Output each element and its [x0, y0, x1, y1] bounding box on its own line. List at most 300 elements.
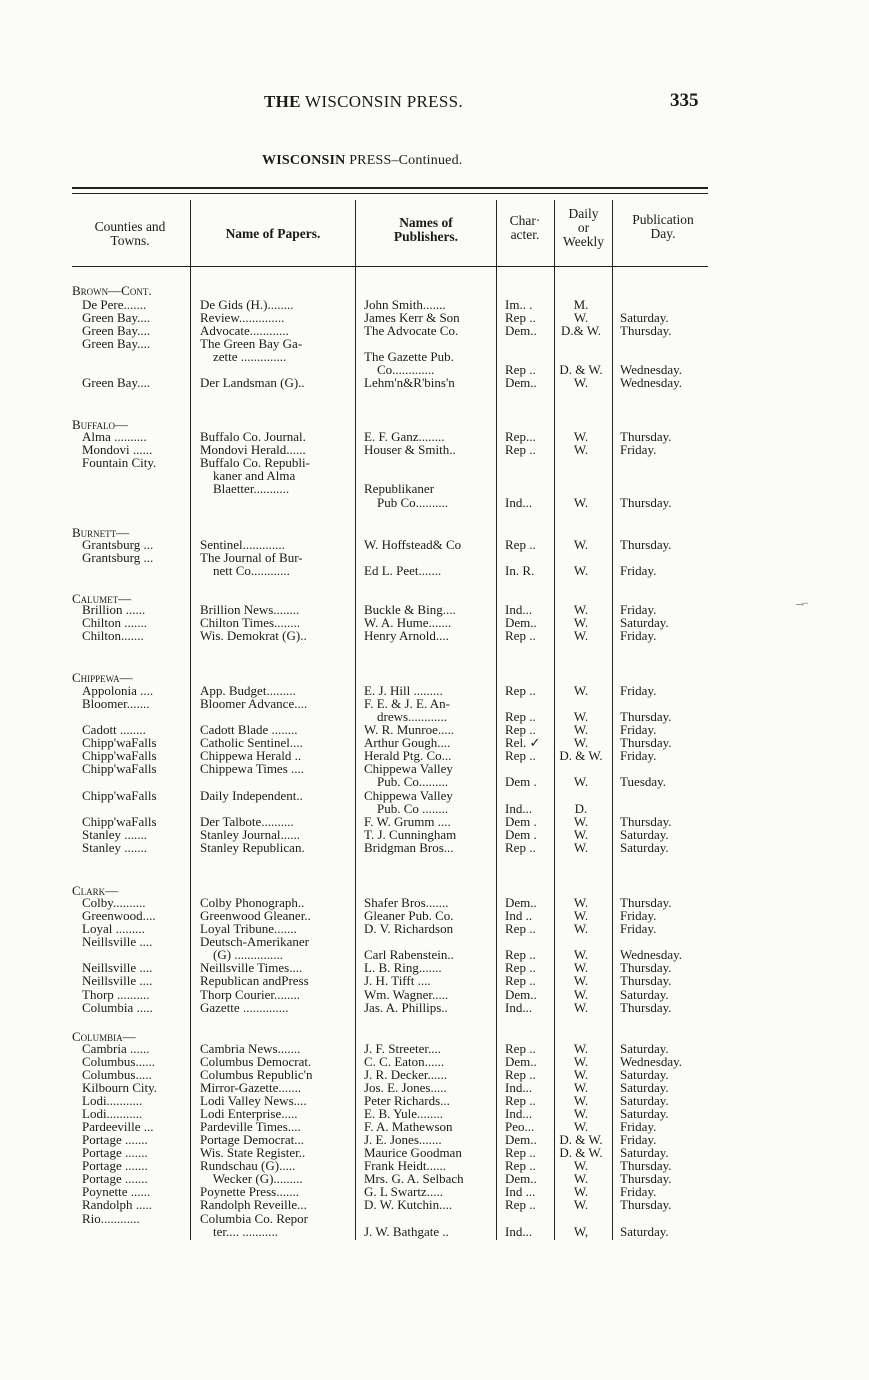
day-cell: Friday.	[620, 1119, 657, 1134]
town-cell: Neillsville ....	[82, 960, 153, 975]
character-cell: Dem..	[505, 987, 537, 1002]
day-cell: Friday.	[620, 921, 657, 936]
paper-cell: The Journal of Bur-	[200, 550, 303, 565]
town-cell: Portage .......	[82, 1158, 148, 1173]
town-cell: Chilton.......	[82, 628, 144, 643]
publisher-cell: James Kerr & Son	[364, 310, 460, 325]
table-title-rest: PRESS–Continued.	[345, 153, 463, 168]
character-cell: Rep ..	[505, 310, 536, 325]
publisher-cell: Pub Co..........	[364, 495, 449, 510]
publisher-cell: E. B. Yule........	[364, 1106, 443, 1121]
paper-cell: Randolph Reveille...	[200, 1197, 307, 1212]
character-cell: Dem .	[505, 814, 537, 829]
paper-cell: Wis. Demokrat (G)..	[200, 628, 307, 643]
publisher-cell: Co.............	[364, 362, 435, 377]
paper-cell: Republican andPress	[200, 973, 309, 988]
character-cell: Rep ..	[505, 722, 536, 737]
paper-cell: Chippewa Times ....	[200, 761, 305, 776]
paper-cell: Buffalo Co. Journal.	[200, 429, 306, 444]
column-divider-2	[355, 200, 356, 1240]
publisher-cell: D. V. Richardson	[364, 921, 454, 936]
paper-cell: Bloomer Advance....	[200, 696, 308, 711]
character-cell: Dem..	[505, 375, 537, 390]
day-cell: Thursday.	[620, 973, 672, 988]
frequency-cell: D. & W.	[559, 1132, 603, 1147]
publisher-cell: J. E. Jones.......	[364, 1132, 442, 1147]
character-cell: Dem..	[505, 1132, 537, 1147]
day-cell: Friday.	[620, 1132, 657, 1147]
frequency-cell: W.	[573, 563, 589, 578]
paper-cell: Lodi Valley News....	[200, 1093, 307, 1108]
paper-cell: Thorp Courier........	[200, 987, 301, 1002]
county-heading: Buffalo—	[72, 417, 129, 432]
day-cell: Saturday.	[620, 1080, 669, 1095]
day-cell: Thursday.	[620, 323, 672, 338]
column-divider-3	[496, 200, 497, 1240]
character-cell: Rep ..	[505, 537, 536, 552]
county-heading: Calumet—	[72, 591, 132, 606]
day-cell: Friday.	[620, 563, 657, 578]
paper-cell: De Gids (H.)........	[200, 297, 294, 312]
town-cell: Green Bay....	[82, 375, 151, 390]
day-cell: Friday.	[620, 442, 657, 457]
publisher-cell: J. F. Streeter....	[364, 1041, 441, 1056]
character-cell: Ind ..	[505, 908, 533, 923]
day-cell: Saturday.	[620, 1224, 669, 1239]
header-papers: Name of Papers.	[225, 226, 321, 241]
town-cell: Cadott ........	[82, 722, 146, 737]
character-cell: Dem .	[505, 827, 537, 842]
publisher-cell: Peter Richards...	[364, 1093, 450, 1108]
top-rule-thin	[72, 193, 708, 194]
town-cell: Portage .......	[82, 1145, 148, 1160]
paper-cell: Review..............	[200, 310, 285, 325]
publisher-cell: W. Hoffstead& Co	[364, 537, 462, 552]
paper-cell: Columbia Co. Repor	[200, 1211, 308, 1226]
header-character: Char· acter.	[509, 213, 541, 242]
publisher-cell: W. A. Hume.......	[364, 615, 452, 630]
character-cell: Rep ..	[505, 1067, 536, 1082]
day-cell: Saturday.	[620, 987, 669, 1002]
frequency-cell: W.	[573, 709, 589, 724]
town-cell: Green Bay....	[82, 310, 151, 325]
paper-cell: Pardeville Times....	[200, 1119, 301, 1134]
paper-cell: Cambria News.......	[200, 1041, 301, 1056]
paper-cell: Colby Phonograph..	[200, 895, 305, 910]
paper-cell: Buffalo Co. Republi-	[200, 455, 310, 470]
day-cell: Saturday.	[620, 1041, 669, 1056]
day-cell: Wednesday.	[620, 362, 683, 377]
frequency-cell: W.	[573, 1000, 589, 1015]
town-cell: Chipp'waFalls	[82, 788, 157, 803]
character-cell: Ind...	[505, 1080, 533, 1095]
publisher-cell: Chippewa Valley	[364, 788, 453, 803]
frequency-cell: W.	[573, 602, 589, 617]
town-cell: Greenwood....	[82, 908, 156, 923]
paper-cell: Deutsch-Amerikaner	[200, 934, 310, 949]
header-publishers: Names of Publishers.	[393, 215, 459, 244]
frequency-cell: D. & W.	[559, 748, 603, 763]
day-cell: Friday.	[620, 1184, 657, 1199]
character-cell: Im.. .	[505, 297, 533, 312]
town-cell: Chipp'waFalls	[82, 761, 157, 776]
day-cell: Thursday.	[620, 895, 672, 910]
frequency-cell: W.	[573, 1158, 589, 1173]
day-cell: Thursday.	[620, 709, 672, 724]
day-cell: Thursday.	[620, 1197, 672, 1212]
day-cell: Saturday.	[620, 1106, 669, 1121]
town-cell: Thorp ..........	[82, 987, 150, 1002]
frequency-cell: W.	[573, 1106, 589, 1121]
publisher-cell: D. W. Kutchin....	[364, 1197, 453, 1212]
day-cell: Saturday.	[620, 310, 669, 325]
county-heading: Brown—Cont.	[72, 283, 152, 298]
publisher-cell: Chippewa Valley	[364, 761, 453, 776]
character-cell: Ind...	[505, 1224, 533, 1239]
frequency-cell: W.	[573, 495, 589, 510]
frequency-cell: W.	[573, 895, 589, 910]
publisher-cell: Republikaner	[364, 481, 435, 496]
county-heading: Chippewa—	[72, 670, 133, 685]
paper-cell: Greenwood Gleaner..	[200, 908, 311, 923]
paper-cell: Cadott Blade ........	[200, 722, 298, 737]
page-number: 335	[670, 90, 699, 111]
day-cell: Thursday.	[620, 1158, 672, 1173]
paper-cell: Lodi Enterprise.....	[200, 1106, 298, 1121]
publisher-cell: E. F. Ganz........	[364, 429, 445, 444]
character-cell: Ind...	[505, 1000, 533, 1015]
character-cell: Dem .	[505, 774, 537, 789]
paper-cell: Sentinel.............	[200, 537, 285, 552]
frequency-cell: W.	[573, 1041, 589, 1056]
town-cell: Lodi...........	[82, 1106, 143, 1121]
character-cell: Rep ..	[505, 709, 536, 724]
publisher-cell: J. W. Bathgate ..	[364, 1224, 449, 1239]
publisher-cell: The Advocate Co.	[364, 323, 459, 338]
character-cell: Ind...	[505, 801, 533, 816]
frequency-cell: M.	[573, 297, 589, 312]
publisher-cell: Pub. Co.........	[364, 774, 449, 789]
frequency-cell: W.	[573, 947, 589, 962]
town-cell: Stanley .......	[82, 840, 147, 855]
frequency-cell: W.	[573, 908, 589, 923]
town-cell: Poynette ......	[82, 1184, 151, 1199]
publisher-cell: Jas. A. Phillips..	[364, 1000, 448, 1015]
table-title	[262, 153, 462, 169]
paper-cell: Blaetter...........	[200, 481, 290, 496]
paper-cell: App. Budget.........	[200, 683, 296, 698]
paper-cell: ter.... ...........	[200, 1224, 278, 1239]
day-cell: Saturday.	[620, 1093, 669, 1108]
frequency-cell: D. & W.	[559, 1145, 603, 1160]
running-head-rest: WISCONSIN PRESS.	[300, 92, 463, 111]
town-cell: De Pere.......	[82, 297, 147, 312]
day-cell: Wednesday.	[620, 375, 683, 390]
frequency-cell: W.	[573, 1054, 589, 1069]
character-cell: Rep ..	[505, 960, 536, 975]
paper-cell: Chilton Times........	[200, 615, 301, 630]
town-cell: Kilbourn City.	[82, 1080, 157, 1095]
frequency-cell: W.	[573, 827, 589, 842]
character-cell: Rep ..	[505, 683, 536, 698]
publisher-cell: J. H. Tifft ....	[364, 973, 431, 988]
publisher-cell: Maurice Goodman	[364, 1145, 462, 1160]
character-cell: Peo...	[505, 1119, 535, 1134]
day-cell: Thursday.	[620, 1000, 672, 1015]
frequency-cell: W.	[573, 683, 589, 698]
publisher-cell: L. B. Ring.......	[364, 960, 442, 975]
frequency-cell: W.	[573, 774, 589, 789]
day-cell: Saturday.	[620, 1067, 669, 1082]
character-cell: Rep ..	[505, 1158, 536, 1173]
header-publication-day: Publication Day.	[632, 212, 694, 241]
table-title-bold: WISCONSIN	[262, 153, 346, 168]
frequency-cell: W.	[573, 987, 589, 1002]
town-cell: Neillsville ....	[82, 934, 153, 949]
paper-cell: Mirror-Gazette.......	[200, 1080, 302, 1095]
town-cell: Bloomer.......	[82, 696, 150, 711]
frequency-cell: W.	[573, 814, 589, 829]
character-cell: Rep ..	[505, 748, 536, 763]
character-cell: Dem..	[505, 615, 537, 630]
day-cell: Wednesday.	[620, 947, 683, 962]
frequency-cell: W.	[573, 1184, 589, 1199]
frequency-cell: W,	[573, 1224, 589, 1239]
publisher-cell: Herald Ptg. Co...	[364, 748, 452, 763]
publisher-cell: Carl Rabenstein..	[364, 947, 454, 962]
column-divider-5	[612, 200, 613, 1240]
paper-cell: Wecker (G).........	[200, 1171, 303, 1186]
publisher-cell: Lehm'n&R'bins'n	[364, 375, 455, 390]
day-cell: Saturday.	[620, 1145, 669, 1160]
town-cell: Pardeeville ...	[82, 1119, 154, 1134]
margin-mark: –⌐	[796, 596, 809, 610]
town-cell: Green Bay....	[82, 336, 151, 351]
town-cell: Alma ..........	[82, 429, 147, 444]
paper-cell: Rundschau (G).....	[200, 1158, 296, 1173]
publisher-cell: Henry Arnold....	[364, 628, 449, 643]
day-cell: Wednesday.	[620, 1054, 683, 1069]
publisher-cell: F. E. & J. E. An-	[364, 696, 450, 711]
paper-cell: Portage Democrat...	[200, 1132, 304, 1147]
paper-cell: Wis. State Register..	[200, 1145, 306, 1160]
header-daily-weekly: Daily or Weekly	[563, 206, 604, 249]
town-cell: Appolonia ....	[82, 683, 154, 698]
publisher-cell: The Gazette Pub.	[364, 349, 454, 364]
publisher-cell: Gleaner Pub. Co.	[364, 908, 454, 923]
town-cell: Lodi...........	[82, 1093, 143, 1108]
town-cell: Green Bay....	[82, 323, 151, 338]
town-cell: Fountain City.	[82, 455, 157, 470]
character-cell: Rep ..	[505, 1093, 536, 1108]
day-cell: Friday.	[620, 722, 657, 737]
publisher-cell: C. C. Eaton......	[364, 1054, 445, 1069]
frequency-cell: W.	[573, 429, 589, 444]
paper-cell: Der Talbote..........	[200, 814, 294, 829]
character-cell: Rep ..	[505, 973, 536, 988]
frequency-cell: D.& W.	[560, 323, 602, 338]
paper-cell: kaner and Alma	[200, 468, 296, 483]
character-cell: Rep ..	[505, 442, 536, 457]
character-cell: Rep ..	[505, 362, 536, 377]
frequency-cell: W.	[573, 960, 589, 975]
paper-cell: Neillsville Times....	[200, 960, 303, 975]
top-rule-thick	[72, 187, 708, 189]
character-cell: Ind ...	[505, 1184, 536, 1199]
publisher-cell: F. A. Mathewson	[364, 1119, 453, 1134]
character-cell: In. R.	[505, 563, 535, 578]
town-cell: Portage .......	[82, 1132, 148, 1147]
day-cell: Friday.	[620, 748, 657, 763]
frequency-cell: W.	[573, 1119, 589, 1134]
publisher-cell: Arthur Gough....	[364, 735, 451, 750]
frequency-cell: D. & W.	[559, 362, 603, 377]
publisher-cell: Mrs. G. A. Selbach	[364, 1171, 464, 1186]
town-cell: Neillsville ....	[82, 973, 153, 988]
paper-cell: Daily Independent..	[200, 788, 303, 803]
character-cell: Dem..	[505, 1171, 537, 1186]
paper-cell: Mondovi Herald......	[200, 442, 306, 457]
publisher-cell: Buckle & Bing....	[364, 602, 456, 617]
publisher-cell: Wm. Wagner.....	[364, 987, 449, 1002]
day-cell: Thursday.	[620, 429, 672, 444]
paper-cell: Advocate............	[200, 323, 289, 338]
running-head	[264, 92, 463, 112]
paper-cell: Brillion News........	[200, 602, 300, 617]
frequency-cell: W.	[573, 921, 589, 936]
frequency-cell: W.	[573, 1080, 589, 1095]
town-cell: Columbus......	[82, 1054, 155, 1069]
town-cell: Columbia .....	[82, 1000, 153, 1015]
paper-cell: The Green Bay Ga-	[200, 336, 303, 351]
town-cell: Randolph .....	[82, 1197, 153, 1212]
town-cell: Rio............	[82, 1211, 140, 1226]
day-cell: Saturday.	[620, 615, 669, 630]
town-cell: Chipp'waFalls	[82, 735, 157, 750]
publisher-cell: T. J. Cunningham	[364, 827, 457, 842]
running-head-bold: THE	[264, 92, 301, 111]
county-heading: Burnett—	[72, 525, 130, 540]
county-heading: Clark—	[72, 883, 119, 898]
frequency-cell: W.	[573, 537, 589, 552]
character-cell: Ind...	[505, 602, 533, 617]
character-cell: Rep ..	[505, 1041, 536, 1056]
frequency-cell: W.	[573, 1171, 589, 1186]
day-cell: Friday.	[620, 628, 657, 643]
paper-cell: Der Landsman (G)..	[200, 375, 305, 390]
day-cell: Saturday.	[620, 827, 669, 842]
character-cell: Rep ..	[505, 1145, 536, 1160]
publisher-cell: G. L Swartz.....	[364, 1184, 443, 1199]
frequency-cell: W.	[573, 1067, 589, 1082]
character-cell: Ind...	[505, 495, 533, 510]
frequency-cell: W.	[573, 973, 589, 988]
paper-cell: Catholic Sentinel....	[200, 735, 303, 750]
character-cell: Rep ..	[505, 628, 536, 643]
paper-cell: Stanley Journal......	[200, 827, 301, 842]
paper-cell: Gazette ..............	[200, 1000, 289, 1015]
publisher-cell: drews............	[364, 709, 448, 724]
frequency-cell: W.	[573, 840, 589, 855]
day-cell: Thursday.	[620, 1171, 672, 1186]
publisher-cell: John Smith.......	[364, 297, 446, 312]
town-cell: Stanley .......	[82, 827, 147, 842]
town-cell: Grantsburg ...	[82, 550, 154, 565]
publisher-cell: E. J. Hill .........	[364, 683, 443, 698]
character-cell: Rep...	[505, 429, 536, 444]
day-cell: Thursday.	[620, 814, 672, 829]
frequency-cell: W.	[573, 735, 589, 750]
column-divider-1	[190, 200, 191, 1240]
day-cell: Friday.	[620, 602, 657, 617]
paper-cell: Columbus Democrat.	[200, 1054, 312, 1069]
frequency-cell: W.	[573, 310, 589, 325]
town-cell: Portage .......	[82, 1171, 148, 1186]
day-cell: Thursday.	[620, 537, 672, 552]
publisher-cell: Frank Heidt......	[364, 1158, 446, 1173]
paper-cell: Loyal Tribune.......	[200, 921, 297, 936]
frequency-cell: W.	[573, 628, 589, 643]
frequency-cell: W.	[573, 615, 589, 630]
character-cell: Dem..	[505, 323, 537, 338]
day-cell: Thursday.	[620, 960, 672, 975]
town-cell: Brillion ......	[82, 602, 146, 617]
town-cell: Chipp'waFalls	[82, 748, 157, 763]
character-cell: Rep ..	[505, 840, 536, 855]
town-cell: Loyal .........	[82, 921, 145, 936]
day-cell: Friday.	[620, 683, 657, 698]
paper-cell: Stanley Republican.	[200, 840, 305, 855]
publisher-cell: J. R. Decker......	[364, 1067, 448, 1082]
paper-cell: (G) ...............	[200, 947, 284, 962]
town-cell: Chilton .......	[82, 615, 148, 630]
character-cell: Rep ..	[505, 921, 536, 936]
publisher-cell: F. W. Grumm ....	[364, 814, 451, 829]
frequency-cell: W.	[573, 1093, 589, 1108]
day-cell: Saturday.	[620, 840, 669, 855]
town-cell: Grantsburg ...	[82, 537, 154, 552]
publisher-cell: Jos. E. Jones.....	[364, 1080, 447, 1095]
paper-cell: Poynette Press.......	[200, 1184, 299, 1199]
character-cell: Ind...	[505, 1106, 533, 1121]
town-cell: Chipp'waFalls	[82, 814, 157, 829]
frequency-cell: W.	[573, 1197, 589, 1212]
frequency-cell: W.	[573, 375, 589, 390]
frequency-cell: D.	[574, 801, 588, 816]
character-cell: Rel. ✓	[505, 735, 541, 750]
paper-cell: Chippewa Herald ..	[200, 748, 302, 763]
frequency-cell: W.	[573, 442, 589, 457]
day-cell: Friday.	[620, 908, 657, 923]
publisher-cell: Pub. Co ........	[364, 801, 449, 816]
publisher-cell: Houser & Smith..	[364, 442, 456, 457]
town-cell: Columbus.....	[82, 1067, 152, 1082]
town-cell: Cambria ......	[82, 1041, 150, 1056]
day-cell: Thursday.	[620, 735, 672, 750]
publisher-cell: Bridgman Bros...	[364, 840, 454, 855]
header-counties: Counties and Towns.	[94, 219, 166, 248]
paper-cell: Columbus Republic'n	[200, 1067, 313, 1082]
paper-cell: zette ..............	[200, 349, 287, 364]
column-divider-4	[554, 200, 555, 1240]
town-cell: Colby..........	[82, 895, 146, 910]
character-cell: Dem..	[505, 1054, 537, 1069]
publisher-cell: W. R. Munroe.....	[364, 722, 455, 737]
character-cell: Rep ..	[505, 947, 536, 962]
character-cell: Rep ..	[505, 1197, 536, 1212]
character-cell: Dem..	[505, 895, 537, 910]
county-heading: Columbia—	[72, 1029, 136, 1044]
